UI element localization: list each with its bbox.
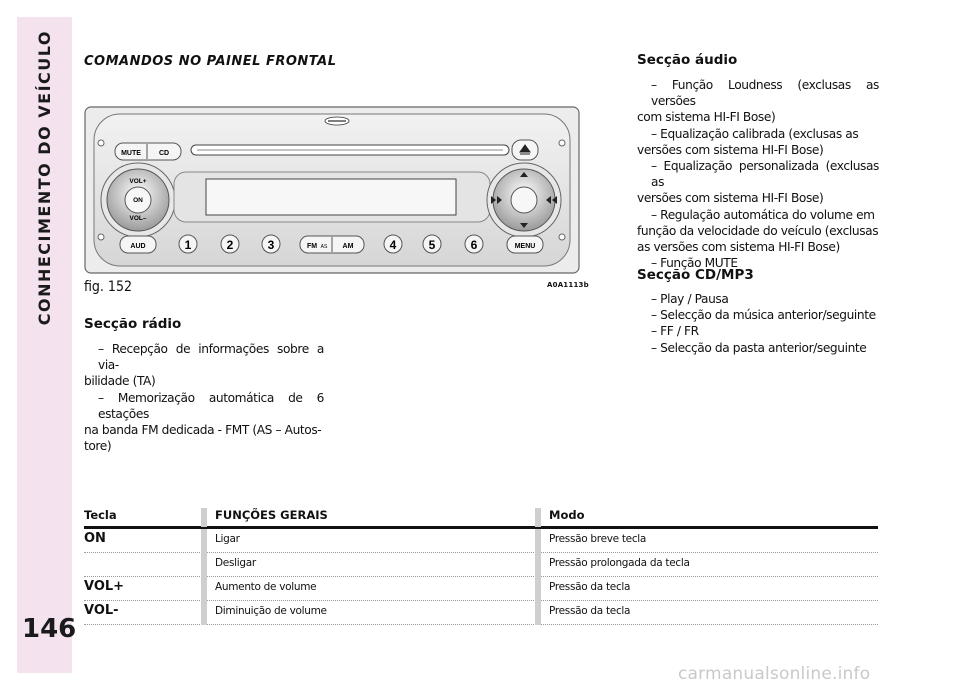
- mute-button-label: MUTE: [121, 150, 141, 157]
- row-mode: Pressão breve tecla: [549, 533, 647, 545]
- row-function: Ligar: [215, 533, 240, 545]
- table-row: [84, 553, 878, 577]
- row-function: Desligar: [215, 557, 256, 569]
- row-function: Aumento de volume: [215, 581, 317, 593]
- table-row: [84, 529, 878, 553]
- page-number: 146: [22, 614, 77, 644]
- row-function: Diminuição de volume: [215, 605, 327, 617]
- preset-1-label: 1: [184, 238, 192, 252]
- cd-line: – Selecção da pasta anterior/seguinte: [651, 340, 867, 355]
- column-divider: [535, 601, 541, 625]
- audio-section: [637, 52, 879, 271]
- cd-line: – Selecção da música anterior/seguinte: [651, 308, 876, 323]
- audio-line: com sistema HI-FI Bose): [637, 110, 776, 125]
- audio-section-text: [637, 77, 879, 271]
- column-divider: [201, 529, 207, 553]
- cd-button-label: CD: [158, 150, 170, 157]
- column-divider: [201, 577, 207, 601]
- row-mode: Pressão da tecla: [549, 581, 631, 593]
- audio-line: versões com sistema HI-FI Bose): [637, 142, 824, 157]
- as-button-label: AS: [320, 244, 328, 250]
- column-divider: [535, 553, 541, 577]
- audio-line: – Função MUTE: [651, 256, 738, 271]
- cd-line: – FF / FR: [651, 324, 699, 339]
- figure-code: A0A1113b: [547, 281, 589, 289]
- audio-section-title: Secção áudio: [637, 52, 738, 68]
- vol-minus-label: VOL–: [129, 215, 147, 222]
- row-mode: Pressão da tecla: [549, 605, 631, 617]
- header-key: Tecla: [84, 508, 117, 522]
- row-key: VOL-: [84, 603, 119, 618]
- radio-section-text: [84, 341, 324, 454]
- preset-5-label: 5: [428, 238, 436, 252]
- figure-label: fig. 152: [84, 279, 132, 295]
- row-key: VOL+: [84, 579, 125, 594]
- radio-section: [84, 316, 324, 454]
- radio-line: bilidade (TA): [84, 374, 156, 389]
- audio-line: – Regulação automática do volume em: [651, 207, 875, 222]
- audio-line: – Equalização calibrada (exclusas as: [651, 126, 859, 141]
- column-divider: [201, 508, 207, 527]
- column-divider: [535, 529, 541, 553]
- row-key: ON: [84, 531, 106, 546]
- watermark: carmanualsonline.info: [678, 664, 871, 684]
- radio-line: – Recepção de informações sobre a via-: [98, 342, 324, 373]
- preset-4-label: 4: [389, 238, 397, 252]
- column-divider: [535, 508, 541, 527]
- column-divider: [201, 601, 207, 625]
- audio-line: função da velocidade do veículo (exclusas: [637, 223, 879, 238]
- audio-line: as versões com sistema HI-FI Bose): [637, 240, 840, 255]
- row-mode: Pressão prolongada da tecla: [549, 557, 690, 569]
- table-row: [84, 601, 878, 625]
- menu-button-label: MENU: [514, 243, 536, 250]
- fm-button-label: FM: [306, 243, 318, 250]
- radio-line: – Memorização automática de 6 estações: [98, 390, 324, 421]
- preset-6-label: 6: [470, 238, 478, 252]
- radio-front-panel-figure: [84, 106, 580, 274]
- header-mode: Modo: [549, 508, 585, 522]
- aud-button-label: AUD: [130, 243, 146, 250]
- preset-2-label: 2: [226, 238, 234, 252]
- table-row: [84, 577, 878, 601]
- section-title: COMANDOS NO PAINEL FRONTAL: [84, 54, 337, 69]
- cd-section-title: Secção CD/MP3: [637, 267, 754, 283]
- cd-section: [637, 267, 879, 356]
- cd-line: – Play / Pausa: [651, 292, 729, 306]
- audio-line: – Função Loudness (exclusas as versões: [651, 78, 879, 109]
- column-divider: [201, 553, 207, 577]
- radio-line: tore): [84, 439, 112, 454]
- radio-line: na banda FM dedicada - FMT (AS – Autos-: [84, 423, 322, 438]
- header-function: FUNÇÕES GERAIS: [215, 508, 328, 522]
- radio-section-title: Secção rádio: [84, 316, 182, 332]
- sidebar-title: CONHECIMENTO DO VEÍCULO: [34, 30, 54, 326]
- table-header: [84, 508, 878, 529]
- am-button-label: AM: [342, 243, 354, 250]
- audio-line: versões com sistema HI-FI Bose): [637, 191, 824, 206]
- on-label: ON: [133, 197, 143, 204]
- cd-section-text: [637, 291, 879, 356]
- preset-3-label: 3: [267, 238, 275, 252]
- vol-plus-label: VOL+: [129, 178, 147, 185]
- audio-line: – Equalização personalizada (exclusas as: [651, 159, 879, 190]
- functions-table: [84, 508, 878, 625]
- column-divider: [535, 577, 541, 601]
